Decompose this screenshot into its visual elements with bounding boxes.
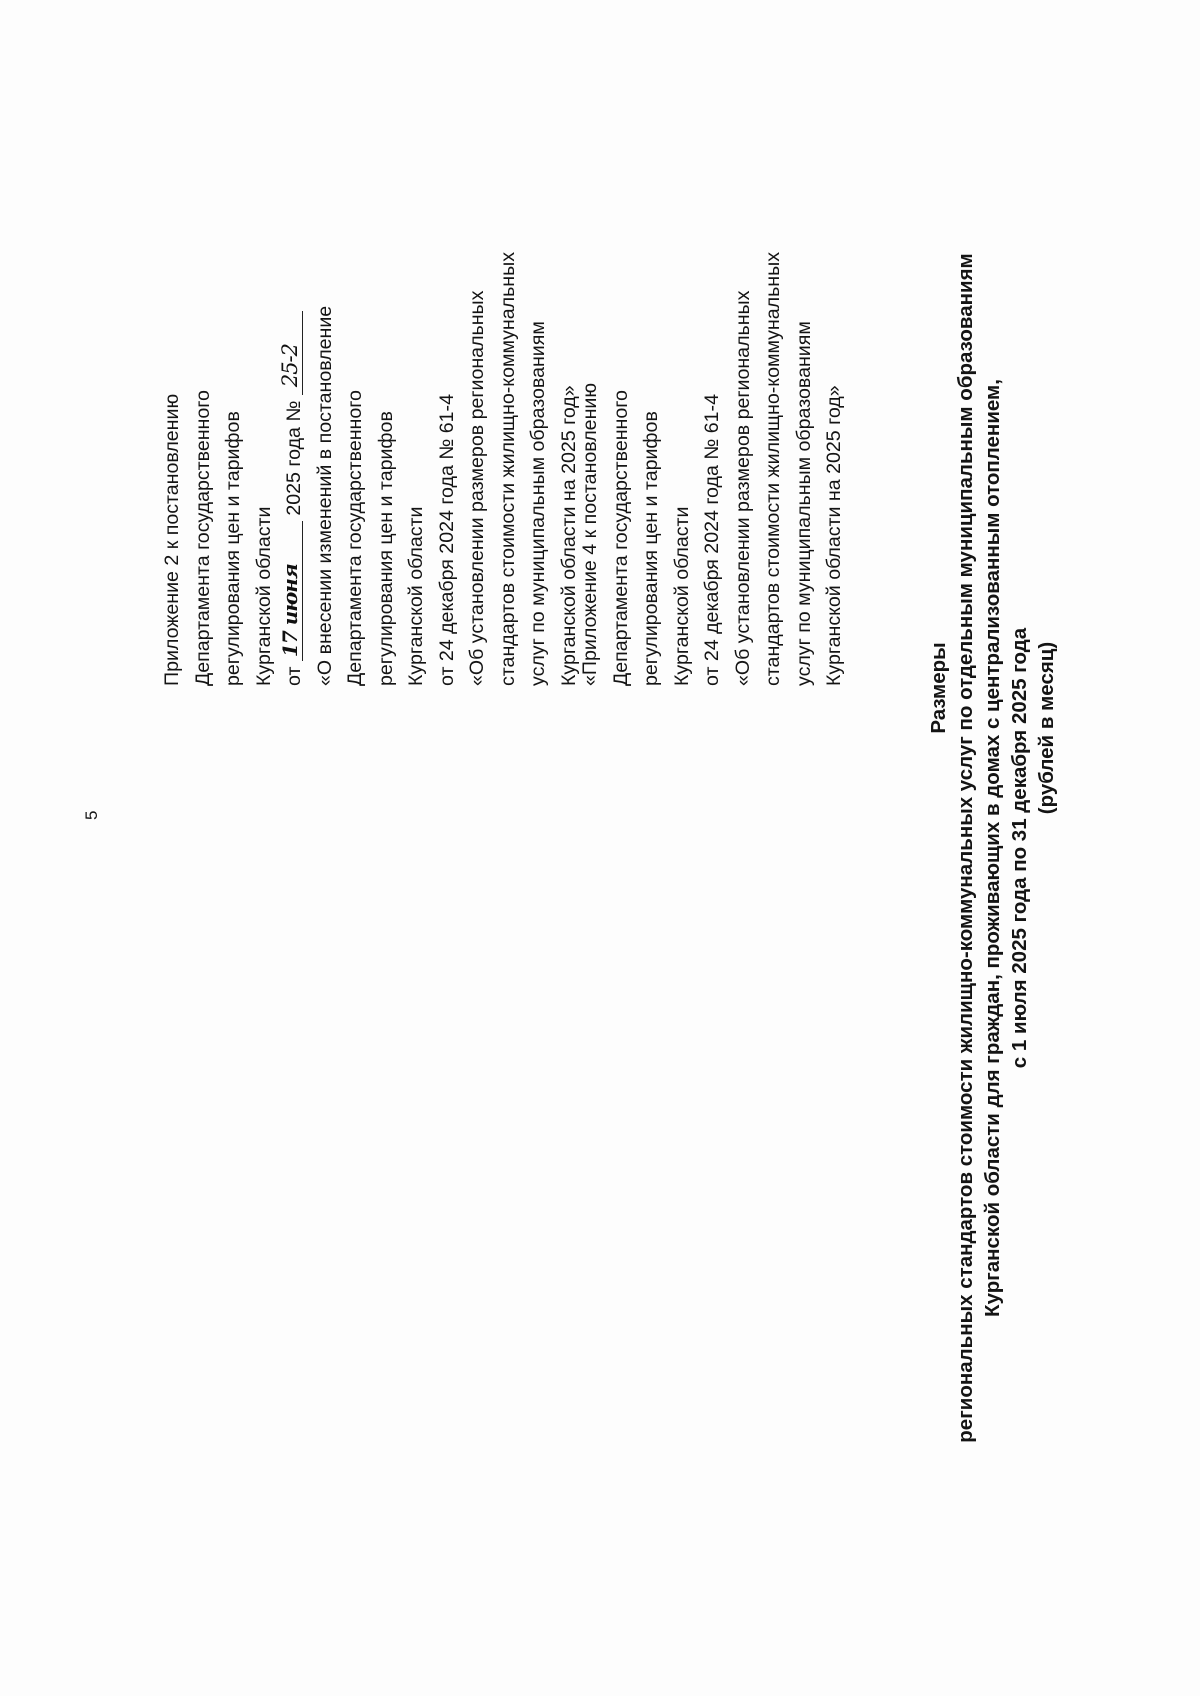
- appendix-line: стандартов стоимости жилищно-коммунальных: [762, 252, 784, 686]
- appendix-line: «О внесении изменений в постановление: [313, 305, 336, 686]
- page-number: 5: [82, 810, 101, 820]
- appendix-line: «Об установлении размеров региональных: [731, 290, 754, 686]
- date-prefix: от: [283, 666, 305, 686]
- date-year: 2025 года №: [283, 400, 305, 516]
- appendix-current-resolution: [157, 126, 584, 686]
- appendix-line: Курганской области: [252, 506, 275, 686]
- appendix-line: Департамента государственного: [191, 390, 214, 686]
- appendix-line: Курганской области: [405, 506, 427, 686]
- heading-title: Размеры: [927, 642, 950, 734]
- number-field: [280, 311, 303, 395]
- appendix-line: от 24 декабря 2024 года № 61-4: [701, 394, 723, 686]
- appendix-line: Курганской области на 2025 год»: [823, 385, 845, 686]
- appendix-line: «Приложение 4 к постановлению: [579, 382, 601, 686]
- appendix-line: регулирования цен и тарифов: [374, 411, 397, 686]
- appendix-line: стандартов стоимости жилищно-коммунальных: [496, 252, 519, 686]
- appendix-line: Приложение 2 к постановлению: [161, 393, 183, 686]
- appendix-line: Курганской области: [670, 506, 693, 686]
- date-field: [280, 521, 303, 661]
- heading-line-3: с 1 июля 2025 года по 31 декабря 2025 года: [1008, 627, 1031, 1069]
- appendix-line: Департамента государственного: [609, 390, 632, 686]
- appendix-line: регулирования цен и тарифов: [640, 411, 662, 686]
- handwritten-date: 17 июня: [278, 564, 302, 658]
- appendix-line: «Об установлении размеров региональных: [466, 290, 488, 686]
- appendix-line: услуг по муниципальным образованиям: [792, 321, 815, 686]
- document-heading: [925, 0, 1060, 1696]
- resolution-date-line: [279, 126, 310, 686]
- appendix-line: Департамента государственного: [344, 390, 366, 686]
- handwritten-number: 25-2: [278, 343, 302, 388]
- appendix-previous-resolution: [575, 126, 850, 686]
- appendix-line: от 24 декабря 2024 года № 61-4: [435, 394, 458, 686]
- heading-line-2: Курганской области для граждан, проживающих в домах с централизованным отоплением,: [981, 379, 1004, 1317]
- heading-units: (рублей в месяц): [1035, 641, 1058, 815]
- appendix-line: регулирования цен и тарифов: [222, 411, 244, 686]
- heading-line-1: региональных стандартов стоимости жилищно-коммунальных услуг по отдельным муниципальным образованиям: [954, 253, 977, 1443]
- appendix-line: услуг по муниципальным образованиям: [527, 321, 549, 686]
- appendix-line: Курганской области на 2025 год»: [557, 385, 580, 686]
